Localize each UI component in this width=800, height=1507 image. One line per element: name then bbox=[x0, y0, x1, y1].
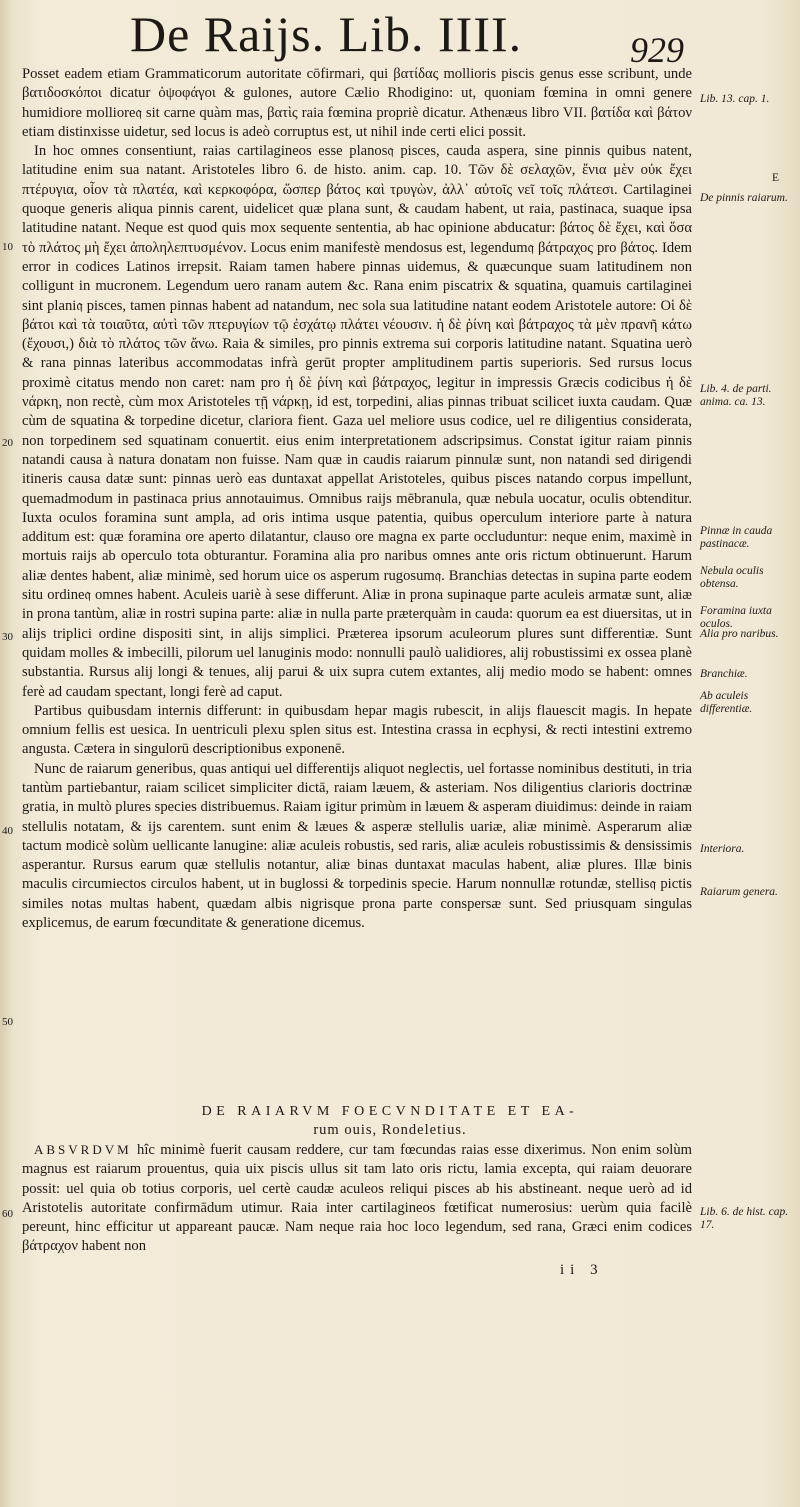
section-paragraph: hîc minimè fuerit causam reddere, cur tam fœcundas raias esse dixerimus. Non enim solùm magnus est raiarum prouentus, quia uix piscis ullus sit tam lato oris rictu, lamia excepta, qui raiam deuorare possit: uel quia ob totius corporis, uel certè caudæ aculeos reliqui pisces ab his abstineant. neque uerò ad id Aristotelis autoritate confirmādum utimur. Raia inter cartilagineos fœtificat numerosius: uerùm quia facilè pereunt, hinc efficitur ut appareant paucæ. Nam neque raia hoc loco legendum, sed rana, Græci enim codices βάτραχον habent non bbox=[22, 1142, 692, 1255]
margin-note: Raiarum genera. bbox=[700, 886, 778, 898]
folio-number: 929 bbox=[630, 30, 684, 70]
section-heading-subline: rum ouis, Rondeletius. bbox=[313, 1122, 467, 1138]
margin-note: Lib. 13. cap. 1. bbox=[700, 93, 770, 105]
margin-note: De pinnis raiarum. bbox=[700, 192, 788, 204]
margin-note: Interiora. bbox=[700, 843, 745, 855]
line-number: 40 bbox=[2, 825, 13, 837]
line-number: 30 bbox=[2, 631, 13, 643]
section-text bbox=[22, 1140, 692, 1257]
section-heading-line: DE RAIARVM FOECVNDITATE ET EA- bbox=[201, 1104, 579, 1119]
line-number: 10 bbox=[2, 241, 13, 253]
running-head: De Raijs. Lib. IIII. bbox=[130, 6, 523, 62]
section-heading bbox=[90, 1102, 690, 1140]
line-number: 20 bbox=[2, 437, 13, 449]
margin-letter: E bbox=[772, 172, 780, 184]
main-text bbox=[22, 65, 692, 933]
line-number: 50 bbox=[2, 1016, 13, 1028]
margin-note: Lib. 6. de hist. cap. 17. bbox=[700, 1206, 789, 1231]
margin-note: Lib. 4. de parti. anima. ca. 13. bbox=[700, 383, 772, 408]
paragraph: Posset eadem etiam Grammaticorum autoritate cōfirmari, qui βατίδας mollioris piscis genus esse scribunt, unde βατιδοσκόποι dicatur ὀψοφάγοι & gulones, autore Cælio Rhodigino: ut, quoniam fœmina in omni genere humidiore molliore𝔮 sit carne quàm mas, βατὶς raia fœmina propriè dicatur. Athenæus libro VII. βατίδα καὶ βάτον etiam distinxisse uidetur, sed locus is adeò corruptus est, ut nihil inde certi elici possit. bbox=[22, 66, 692, 140]
paragraph: In hoc omnes consentiunt, raias cartilagineos esse planos𝔮 pisces, cauda aspera, sine pinnis quibus natent, latitudine enim sua natant. Aristoteles libro 6. de histo. anim. cap. 10. Τῶν δὲ σελαχῶν, ἔνια μὲν οὐκ ἔχει πτέρυγια, οἷον τὰ πλατέα, καὶ κερκοφόρα, ὥσπερ βάτος καὶ τρυγὼν, ἀλλ᾽ αὐτοῖς νεῖ τοῖς πλάτεσι. Cartilaginei quoque generis aliqua pinnis carent, uidelicet quæ plana sunt, & caudam habent, ut raia, pastinaca, suaque ipsa latitudine natant. Neque est quod quis mox sequente sententia, ab hac opinione abducatur: βάτος δὲ ἔχει, καὶ ὅσα τὸ πλάτος μὴ ἔχει ἀποληλεπτυσμένον. Locus enim manifestè mendosus est, legendum𝔮 βάτραχος pro βάτος. Idem error in codices Latinos irrepsit. Raiam tamen habere pinnas uidemus, & quæcunque suam latitudinem non colligunt in mucronem. Legendum uero ranam autem &c. Rana enim piscatrix & squatina, quamuis cartilaginei sint plani𝔮 pisces, tamen pinnas habent ad natandum, nec sola sua latitudine natant eodem Aristotele autore: Οἱ δὲ βάτοι καὶ τὰ τοιαῦτα, αὐτὶ τῶν πτερυγίων τῷ ἐσχάτῳ πλάτει νέουσιν. ἡ δὲ ῥίνη καὶ βάτραχος τὰ μὲν πρανῆ κάτω (ἔχουσι,) διὰ τὸ πλάτος τῶν ἄνω. Raia & similes, pro pinnis extrema sui corporis latitudine natant. Squatina uerò & rana pinnas lateribus accommodatas infrà gerūt propter amplitudinem partis superioris. Sed rursus locus proximè citatus mendo non caret: nam pro ἡ δὲ ῥίνη καὶ βάτραχος, legitur in impressis Græcis codicibus ἡ δὲ νάρκη, non rectè, cùm mox Aristoteles τῇ νάρκῃ, id est, torpedini, alias pinnas tribuat scilicet iuxta caudam. Quæ cùm de squatina & torpedine dicetur, clariora fient. Gaza uel meliore usus codice, uel re diligentius considerata, non torpedinem sed squatinam conuertit. eius enim interpretationem adscripsimus. Constat igitur raiam pinnis natandi causa à natura donatam non fuisse. Nam quæ in caudis raiarum pinnulæ sunt, non natandi sed dirigendi itineris causa datæ sunt: pinnas uerò eas duntaxat appellat Aristoteles, quibus pisces natando corpus impellunt, quemadmodum in pastinaca prius annotauimus. Omnibus raijs mēbranula, quæ nebula uocatur, oculis obtenditur. Iuxta oculos foramina sunt ampla, ad oris intima usque patentia, quibus operculum interiore parte à natura additum est: quæ foramina ore aperto dilatantur, clauso ore magna ex parte occluduntur: neque enim, maximè in mortuis raijs ab operculo tota obturantur. Foramina alia pro naribus omnes ante oris rictum obtinuerunt. Harum aliæ dentes habent, aliæ minimè, sed horum uice os asperum rugosum𝔮. Branchias detectas in supina parte eodem situ ordine𝔮 omnes habent. Aculeis uariè à sese differunt. Aliæ in prona supinaque parte aculeis armatæ sunt, aliæ in prona tantùm, aliæ in rostri supina parte: aliæ in nulla parte præterquàm in cauda: quorum ea est diuersitas, ut in alijs triplici ordine dispositi sint, in alijs simplici. Præterea ipsorum aculeorum plures sunt differentiæ. Sunt quidam molles & imbecilli, pilorum uel lanuginis modo: nonnulli paulò ualidiores, alij robustissimi ex ossea planè substantia. Rursus alij longi & tenues, alij parui & uix supra cutem extantes, alij medio modo se habent: omnes ferè ad caudam spectant, longi ferè ad caput. bbox=[22, 143, 692, 700]
margin-note: Foramina iuxta oculos. bbox=[700, 605, 772, 630]
margin-note: Branchiæ. bbox=[700, 668, 748, 680]
margin-note: Nebula oculis obtensa. bbox=[700, 565, 764, 590]
margin-note: Ab aculeis differentiæ. bbox=[700, 690, 753, 715]
section-initial: ABSVRDVM bbox=[34, 1142, 132, 1157]
paragraph: Partibus quibusdam internis differunt: in quibusdam hepar magis rubescit, in alijs flauescit magis. In hepate omnium fellis est uesica. In uentriculi plexu splen situs est. Intestina crassa in ecphysi, & recti intestini extremo angusta. Cætera in singulorū descriptionibus exponenē. bbox=[22, 702, 692, 758]
margin-note: Pinnæ in cauda pastinacæ. bbox=[700, 525, 773, 550]
signature-mark: ii 3 bbox=[560, 1262, 604, 1278]
paragraph: Nunc de raiarum generibus, quas antiqui uel differentijs aliquot neglectis, uel fortasse nominibus destituti, in tria tantùm partiebantur, raiam scilicet simpliciter dictā, raiam læuem, & asteriam. Nos diligentius clarioris doctrinæ gratia, in multò plures species distribuemus. Raiam igitur primùm in læuem & asperam diuidimus: deinde in raiam stellulis notatam, & ijs carentem. sunt enim & læues & asperæ stellulis uariæ, aliæ minimè. Asperarum aliæ tactum modicè solùm uellicante lanugine: aliæ aculeis robustis, sed raris, aliæ aculeis robustissimis & densissimis asperantur. Rursus earum quæ stellulis notantur, aliæ binas duntaxat maculas habent, aliæ plures. Illæ binis maculis circumiectos circulos habent, ut in buglossi & torpedinis specie. Harum nonnullæ rotundæ, stellis𝔮 pictis similes notas multas habent, quædam albis nigrisque prona parte conspersæ sunt. Sed priusquam singulas explicemus, de earum fœcunditate & generatione dicemus. bbox=[22, 760, 692, 932]
margin-note: Alia pro naribus. bbox=[700, 628, 779, 640]
line-number: 60 bbox=[2, 1208, 13, 1220]
